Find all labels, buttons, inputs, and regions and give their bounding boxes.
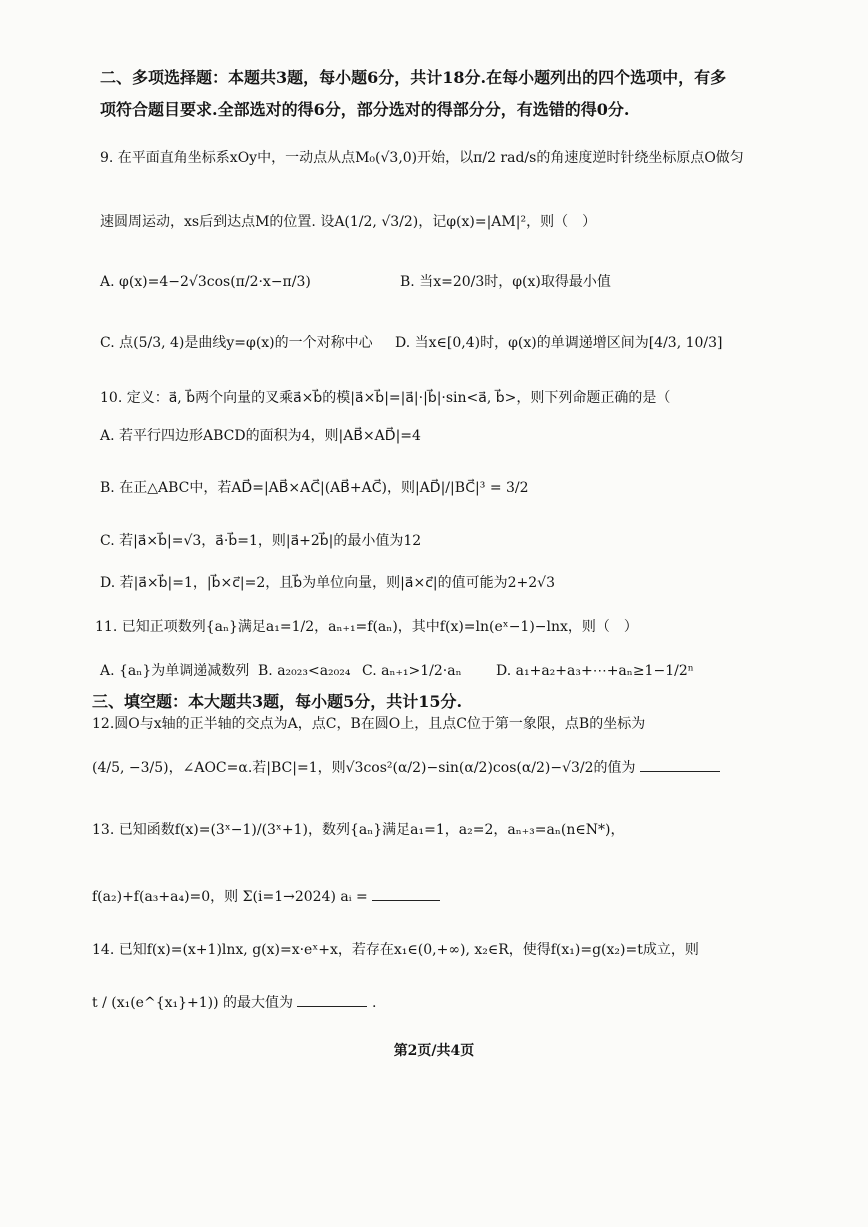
- q11-option-d: D. a₁+a₂+a₃+⋯+aₙ≥1−1/2ⁿ: [496, 663, 694, 679]
- q9-option-b: B. 当x=20/3时，φ(x)取得最小值: [400, 274, 611, 290]
- q9-option-a: A. φ(x)=4−2√3cos(π/2·x−π/3): [100, 274, 311, 290]
- q14-line2-end: .: [371, 995, 377, 1011]
- q13-line2-row: [92, 886, 440, 907]
- q13-answer-blank[interactable]: [372, 886, 440, 901]
- q10-option-d: D. 若|a⃗×b⃗|=1，|b⃗×c⃗|=2，且b⃗为单位向量，则|a⃗×c⃗|的值可能为2+2√3: [100, 575, 555, 591]
- q14-line2-row: [92, 992, 376, 1013]
- q9-stem-line2: 速圆周运动，xs后到达点M的位置. 设A(1/2, √3/2)，记φ(x)=|AM|²，则（ ）: [100, 214, 597, 230]
- q11-stem: 11. 已知正项数列{aₙ}满足a₁=1/2，aₙ₊₁=f(aₙ)，其中f(x)=ln(eˣ−1)−lnx，则（ ）: [95, 619, 638, 635]
- q10-option-b: B. 在正△ABC中，若AD⃗=|AB⃗×AC⃗|(AB⃗+AC⃗)，则|AD⃗|/|BC⃗|³ = 3/2: [100, 480, 529, 496]
- q11-option-c: C. aₙ₊₁>1/2·aₙ: [362, 663, 462, 679]
- q10-option-c: C. 若|a⃗×b⃗|=√3，a⃗·b⃗=1，则|a⃗+2b⃗|的最小值为12: [100, 533, 422, 549]
- q13-line2: f(a₂)+f(a₃+a₄)=0，则 Σ(i=1→2024) aᵢ =: [92, 889, 368, 905]
- q10-option-a: A. 若平行四边形ABCD的面积为4，则|AB⃗×AD⃗|=4: [100, 428, 421, 444]
- q11-option-a: A. {aₙ}为单调递减数列: [100, 663, 250, 679]
- q10-stem: 10. 定义：a⃗, b⃗两个向量的叉乘a⃗×b⃗的模|a⃗×b⃗|=|a⃗|·|b⃗|·sin<a⃗, b⃗>，则下列命题正确的是（: [100, 390, 671, 406]
- q9-stem-line1: 9. 在平面直角坐标系xOy中，一动点从点M₀(√3,0)开始，以π/2 rad/s的角速度逆时针绕坐标原点O做匀: [100, 150, 744, 166]
- q12-line2: (4/5, −3/5)，∠AOC=α.若|BC|=1，则√3cos²(α/2)−sin(α/2)cos(α/2)−√3/2的值为: [92, 760, 636, 776]
- q14-line1: 14. 已知f(x)=(x+1)lnx, g(x)=x·eˣ+x，若存在x₁∈(0,+∞), x₂∈R，使得f(x₁)=g(x₂)=t成立，则: [92, 942, 699, 958]
- q9-option-d: D. 当x∈[0,4)时，φ(x)的单调递增区间为[4/3, 10/3]: [395, 335, 723, 351]
- q11-option-b: B. a₂₀₂₃<a₂₀₂₄: [258, 663, 351, 679]
- q12-line1: 12.圆O与x轴的正半轴的交点为A，点C，B在圆O上，且点C位于第一象限，点B的坐标为: [92, 716, 646, 732]
- q12-answer-blank[interactable]: [640, 757, 720, 772]
- q12-line2-row: [92, 757, 720, 778]
- q9-option-c: C. 点(5/3, 4)是曲线y=φ(x)的一个对称中心: [100, 335, 373, 351]
- q13-line1: 13. 已知函数f(x)=(3ˣ−1)/(3ˣ+1)，数列{aₙ}满足a₁=1，a₂=2，aₙ₊₃=aₙ(n∈N*)，: [92, 822, 625, 838]
- section2-header-line1: 二、多项选择题：本题共3题，每小题6分，共计18分.在每小题列出的四个选项中，有多: [100, 68, 727, 87]
- q14-line2: t / (x₁(e^{x₁}+1)) 的最大值为: [92, 995, 294, 1011]
- q14-answer-blank[interactable]: [297, 992, 367, 1007]
- page-footer: 第2页/共4页: [393, 1043, 475, 1059]
- section3-header: 三、填空题：本大题共3题，每小题5分，共计15分.: [92, 692, 463, 711]
- section2-header-line2: 项符合题目要求.全部选对的得6分，部分选对的得部分分，有选错的得0分.: [100, 100, 630, 119]
